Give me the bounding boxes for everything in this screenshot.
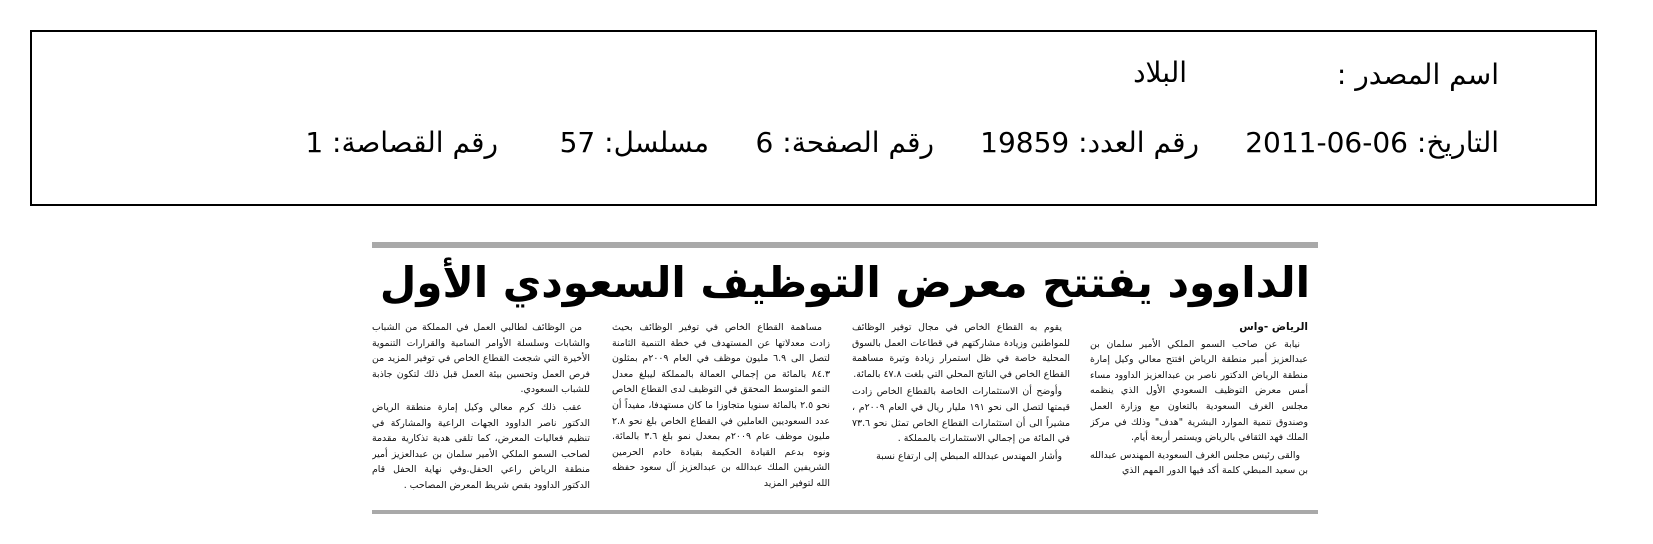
column-paragraph: وأشار المهندس عبدالله المبطي إلى ارتفاع نسبة <box>876 450 1062 462</box>
article-column-3 <box>612 320 830 506</box>
article-headline: الداوود يفتتح معرض التوظيف السعودي الأول <box>379 258 1311 307</box>
column-paragraph: يقوم به القطاع الخاص في مجال توفير الوظائف للمواطنين وزيادة مشاركتهم في قطاعات العمل بالسوق المحلية خاصة في ظل استمرار زيادة وتيرة مساهمة القطاع الخاص في الناتج المحلي التي بلغت ٤٧.٨ بالمائة. <box>852 322 1070 380</box>
page-number-field: رقم الصفحة: 6 <box>755 126 934 159</box>
clip-number-field: رقم القصاصة: 1 <box>305 126 498 159</box>
column-paragraph: والقى رئيس مجلس الغرف السعودية المهندس عبدالله بن سعيد المبطي كلمة أكد فيها الدور المهم الذي <box>1090 449 1308 477</box>
newspaper-clipping <box>372 242 1318 520</box>
issue-number-field: رقم العدد: 19859 <box>980 126 1199 159</box>
date-field: التاريخ: 06-06-2011 <box>1245 126 1499 159</box>
column-paragraph: مساهمة القطاع الخاص في توفير الوظائف بحيث زادت معدلاتها عن المستهدف في خطة التنمية الثامنة لتصل الى ٦.٩ مليون موظف في العام ٢٠٠٩م بمثلون ٨٤.٣ بالمائة من إجمالي العمالة بالمملكة ليبلغ معدل النمو المتوسط المحقق في التوظيف لدى القطاع الخاص نحو ٢.٥ بالمائة سنويا متجاوزا ما كان مستهدفا، مفيداً أن عدد السعوديين العاملين في القطاع الخاص بلغ نحو ٢.٨ مليون موظف عام ٢٠٠٩م بمعدل نمو بلغ ٣.٦ بالمائة. ونوه بدعم القيادة الحكيمة بقيادة خادم الحرمين الشريفين الملك عبدالله بن عبدالعزيز آل سعود حفظه الله لتوفير المزيد <box>612 322 830 489</box>
column-paragraph: من الوظائف لطالبي العمل في المملكة من الشباب والشابات وسلسلة الأوامر السامية والقرارات التنموية الأخيرة التي شجعت القطاع الخاص في توفير المزيد من فرص العمل وتحسين بيئة العمل قبل ذلك لتكون جاذبة للشباب السعودي. <box>372 322 590 396</box>
source-label: اسم المصدر : <box>1336 58 1499 91</box>
column-paragraph: وأوضح أن الاستثمارات الخاصة بالقطاع الخاص زادت قيمتها لتصل الى نحو ١٩١ مليار ريال في العام ٢٠٠٩م ، مشيراً الى أن استثمارات القطاع الخاص تمثل نحو ٧٣.٦ في المائة من إجمالي الاستثمارات بالمملكة . <box>852 386 1070 445</box>
column-paragraph: نيابة عن صاحب السمو الملكي الأمير سلمان بن عبدالعزيز أمير منطقة الرياض افتتح معالي وكيل إمارة منطقة الرياض الدكتور ناصر بن عبدالعزيز الداوود مساء أمس معرض التوظيف السعودي الأول الذي ينظمه مجلس الغرف السعودية بالتعاون مع وزارة العمل وصندوق تنمية الموارد البشرية "هدف" وذلك في مركز الملك فهد الثقافي بالرياض ويستمر أربعة أيام. <box>1090 338 1308 444</box>
source-value: البلاد <box>1133 56 1187 89</box>
bottom-rule <box>372 510 1318 514</box>
source-info-box <box>30 30 1597 206</box>
article-column-1 <box>1090 320 1308 506</box>
serial-field: مسلسل: 57 <box>559 126 709 159</box>
column-paragraph: عقب ذلك كرم معالي وكيل إمارة منطقة الرياض الدكتور ناصر الداوود الجهات الراعية والمشاركة في تنظيم فعاليات المعرض، كما تلقى هدية تذكارية مقدمة لصاحب السمو الملكي الأمير سلمان بن عبدالعزيز أمير منطقة الرياض راعي الحفل.وفي نهاية الحفل قام الدكتور الداوود بقص شريط المعرض المصاحب . <box>372 401 590 491</box>
top-rule <box>372 242 1318 248</box>
article-column-4 <box>372 320 590 506</box>
article-column-2 <box>852 320 1070 506</box>
article-byline: الرياض -واس <box>1239 321 1308 333</box>
